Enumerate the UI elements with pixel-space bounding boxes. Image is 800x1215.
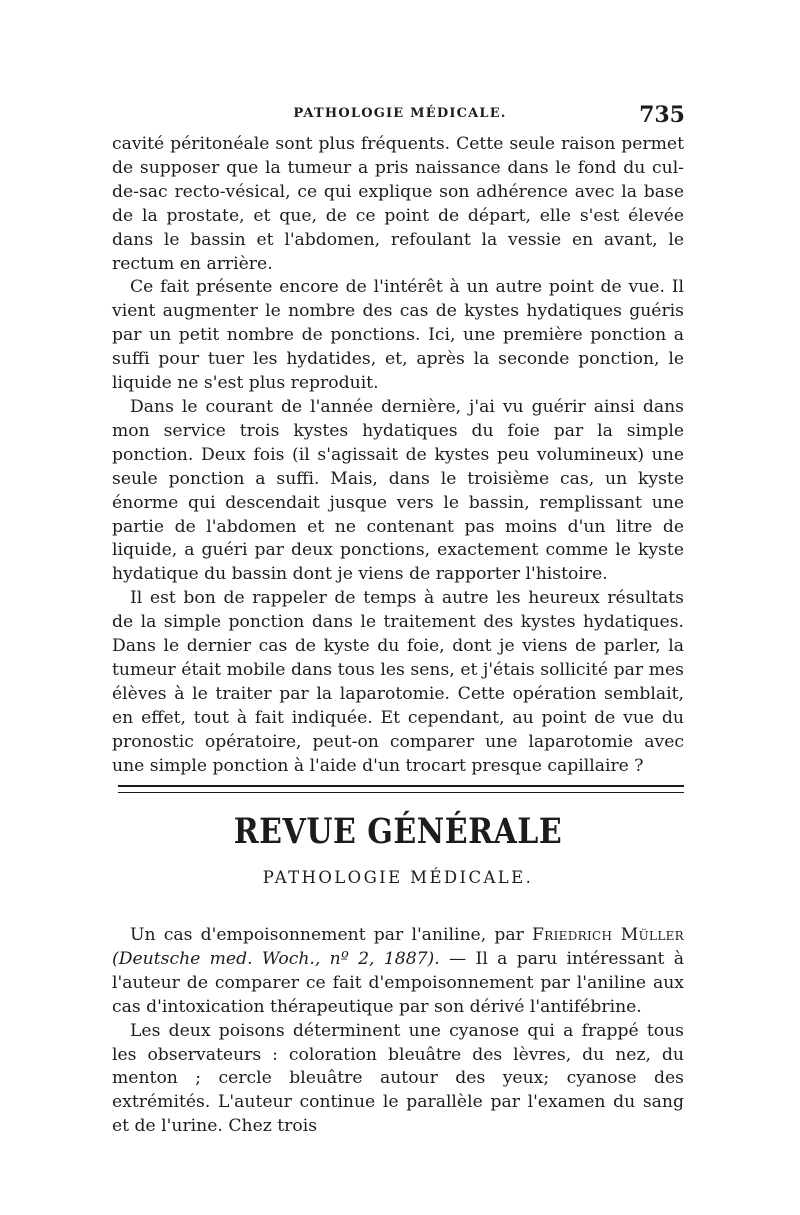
- running-title: PATHOLOGIE MÉDICALE.: [293, 106, 507, 121]
- subsection-heading: PATHOLOGIE MÉDICALE.: [262, 868, 534, 887]
- paragraph: Il est bon de rappeler de temps à autre les heureux résultats de la simple ponction dans le traitement des kystes hydatiques. Dans le dernier cas de kyste du foie, dont je viens de parler, la tumeur était mobile dans tous les sens, et j'étais sollicité par mes élèves à le traiter par la laparotomie. Cette opération semblait, en effet, tout à fait indiquée. Et cependant, au point de vue du pronostic opératoire, peut-on comparer une laparotomie avec une simple ponction à l'aide d'un trocart presque capillaire ?: [112, 588, 684, 776]
- section-heading: REVUE GÉNÉRALE: [233, 812, 563, 853]
- page-number: 735: [639, 102, 685, 128]
- main-text: [112, 133, 684, 778]
- paragraph: Ce fait présente encore de l'intérêt à un autre point de vue. Il vient augmenter le nombre des cas de kystes hydatiques guéris par un petit nombre de ponctions. Ici, une première ponction a suffi pour tuer les hydatides, et, après la seconde ponction, le liquide ne s'est plus reproduit.: [112, 277, 684, 394]
- paragraph: Les deux poisons déterminent une cyanose qui a frappé tous les observateurs : coloration bleuâtre des lèvres, du nez, du menton ; cercle bleuâtre autour des yeux; cyanose des extrémités. L'auteur continue le parallèle par l'examen du sang et de l'urine. Chez trois: [112, 1020, 684, 1137]
- article-citation: (Deutsche med. Woch., nº 2, 1887).: [112, 948, 440, 969]
- article-author: Friedrich Müller: [532, 925, 684, 945]
- paragraph: Dans le courant de l'année dernière, j'ai vu guérir ainsi dans mon service trois kystes hydatiques du foie par la simple ponction. Deux fois (il s'agissait de kystes peu volumineux) une seule ponction a suffi. Mais, dans le troisième cas, un kyste énorme qui descendait jusque vers le bassin, remplissant une partie de l'abdomen et ne contenant pas moins d'un litre de liquide, a guéri par deux ponctions, exactement comme le kyste hydatique du bassin dont je viens de rapporter l'histoire.: [112, 396, 684, 585]
- article-paragraph: [112, 924, 684, 1020]
- section-divider: [118, 785, 684, 793]
- review-article: [112, 924, 684, 1139]
- article-title: Un cas d'empoisonnement par l'aniline, par: [130, 925, 533, 945]
- running-head: [115, 104, 685, 128]
- paragraph-continuation: cavité péritonéale sont plus fréquents. Cette seule raison permet de supposer que la tumeur a pris naissance dans le fond du cul-de-sac recto-vésical, ce qui explique son adhérence avec la base de la prostate, et que, de ce point de départ, elle s'est élevée dans le bassin et l'abdomen, refoulant la vessie en avant, le rectum en arrière.: [112, 134, 684, 274]
- article-summary: — Il a paru intéressant à l'auteur de comparer ce fait d'empoisonnement par l'aniline aux cas d'intoxication thérapeutique par son dérivé l'antifébrine.: [112, 948, 684, 1017]
